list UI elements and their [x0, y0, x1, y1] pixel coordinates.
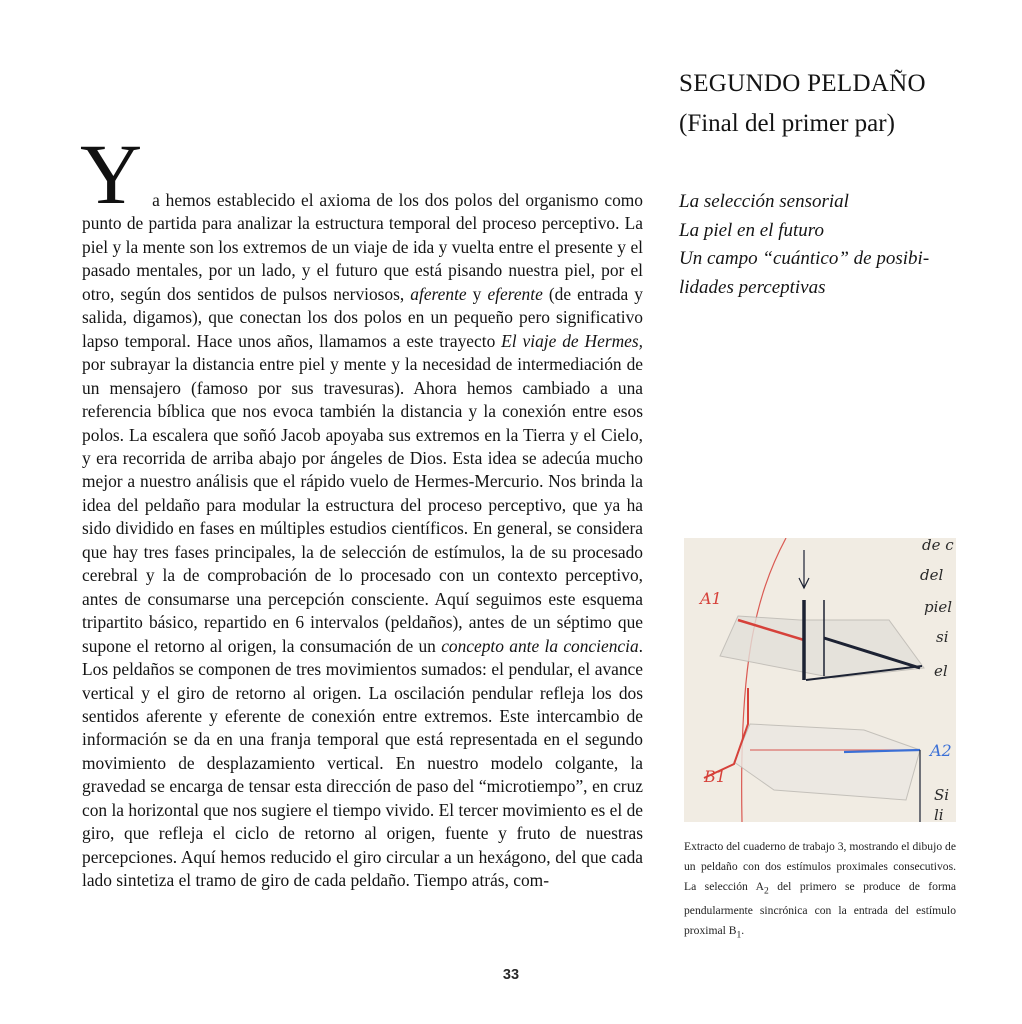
chapter-heading: SEGUNDO PELDAÑO: [679, 70, 926, 97]
notebook-sketch-figure: [684, 538, 956, 822]
figure-caption: [684, 837, 956, 946]
body-text-italic: El viaje de Hermes,: [501, 330, 643, 351]
caption-text: del primero se produce de forma pendularmente sincrónica con la entrada del estímulo proximal B: [684, 880, 956, 938]
handwritten-note: de c: [922, 538, 954, 554]
sketch-drawing: [684, 538, 956, 822]
side-column: [679, 64, 959, 321]
body-text-segment: por subrayar la distancia entre piel y mente y la necesidad de intermediación de un mensajero (famoso por sus travesuras). Ahora hemos cambiado a una referencia bíblica que nos evoca también la distancia y la conexión entre esos polos. La escalera que soñó Jacob apoyaba sus extremos en la Tierra y el Cielo, y era recorrida de arriba abajo por ángeles de Dios. Esta idea se adecúa mucho mejor a nuestro análisis que el rápido vuelo de Hermes-Mercurio. Nos brinda la idea del peldaño para modular la estructura del proceso perceptivo, que ya ha sido dividido en fases en múltiples estudios científicos. En general, se considera que hay tres fases principales, la de selección de estímulos, la de su procesado cerebral y la de comprobación de lo procesado con un contexto perceptivo, antes de consumarse una percepción consciente. Aquí seguimos este esquema tripartito básico, repartido en 6 intervalos (peldaños), antes de un séptimo que supone el retorno al origen, la consumación de un: [82, 354, 643, 656]
body-text-segment: . Los peldaños se componen de tres movimientos sumados: el pendular, el avance vertical y el giro de retorno al origen. La oscilación pendular refleja los dos sentidos aferente y eferente de conexión entre extremos. Este intercambio de información se da en una franja temporal que está representada en el segundo movimiento de desplazamiento vertical. En nuestro modelo colgante, la gravedad se encarga de tensar esta dirección de paso del “microtiempo”, en cruz con la horizontal que nos sugiere el tiempo vivido. El tercer movimiento es el de giro, que refleja el ciclo de retorno al origen, fuente y fruto de nuestras percepciones. Aquí hemos reducido el giro circular a un hexágono, del que cada lado sintetiza el tramo de giro de cada peldaño. Tiempo atrás, com-: [82, 635, 644, 891]
topic-item: La piel en el futuro: [679, 219, 824, 241]
handwritten-note: piel: [924, 598, 953, 616]
topic-item: La selección sensorial: [679, 191, 849, 212]
caption-subscript: 1: [736, 930, 742, 941]
topic-list: [679, 188, 959, 302]
label-b1: B1: [704, 767, 726, 786]
caption-text: .: [741, 924, 745, 938]
drop-cap: Y: [80, 126, 143, 222]
caption-subscript: 2: [764, 886, 769, 897]
handwritten-note: li: [934, 806, 944, 822]
label-a2: A2: [930, 741, 952, 760]
body-text-segment: (de entrada y salida, digamos), que conectan los dos polos en un pequeño pero significativo lapso temporal. Hace unos años, llamamos a este trayecto: [82, 283, 644, 351]
handwritten-note: el: [934, 662, 948, 680]
body-text-italic: concepto ante la conciencia: [441, 635, 639, 656]
body-text-segment: a hemos establecido el axioma de los dos polos del organismo como punto de partida para analizar la estructura temporal del proceso perceptivo. La piel y la mente son los extremos de un viaje de ida y vuelta entre el presente y el pasado mentales, por un lado, y el futuro que está pisando nuestra piel, por el otro, según dos sentidos de pulsos nerviosos,: [82, 190, 643, 304]
topic-item: Un campo “cuántico” de posibi-lidades perceptivas: [679, 248, 930, 298]
label-a1: A1: [700, 589, 722, 608]
handwritten-note: Si: [934, 786, 950, 804]
chapter-subheading: (Final del primer par): [679, 110, 895, 137]
handwritten-note: si: [936, 628, 949, 646]
page-number: 33: [502, 967, 520, 983]
handwritten-note: del: [920, 566, 944, 584]
body-text-italic: eferente: [487, 283, 543, 304]
main-column: [80, 126, 644, 893]
body-text-segment: y: [466, 283, 488, 304]
body-text-italic: aferente: [410, 283, 467, 304]
body-paragraph: [80, 126, 644, 893]
caption-text: Extracto del cuaderno de trabajo 3, mostrando el dibujo de un peldaño con dos estímulos proximales consecutivos. La selección A: [684, 840, 956, 893]
